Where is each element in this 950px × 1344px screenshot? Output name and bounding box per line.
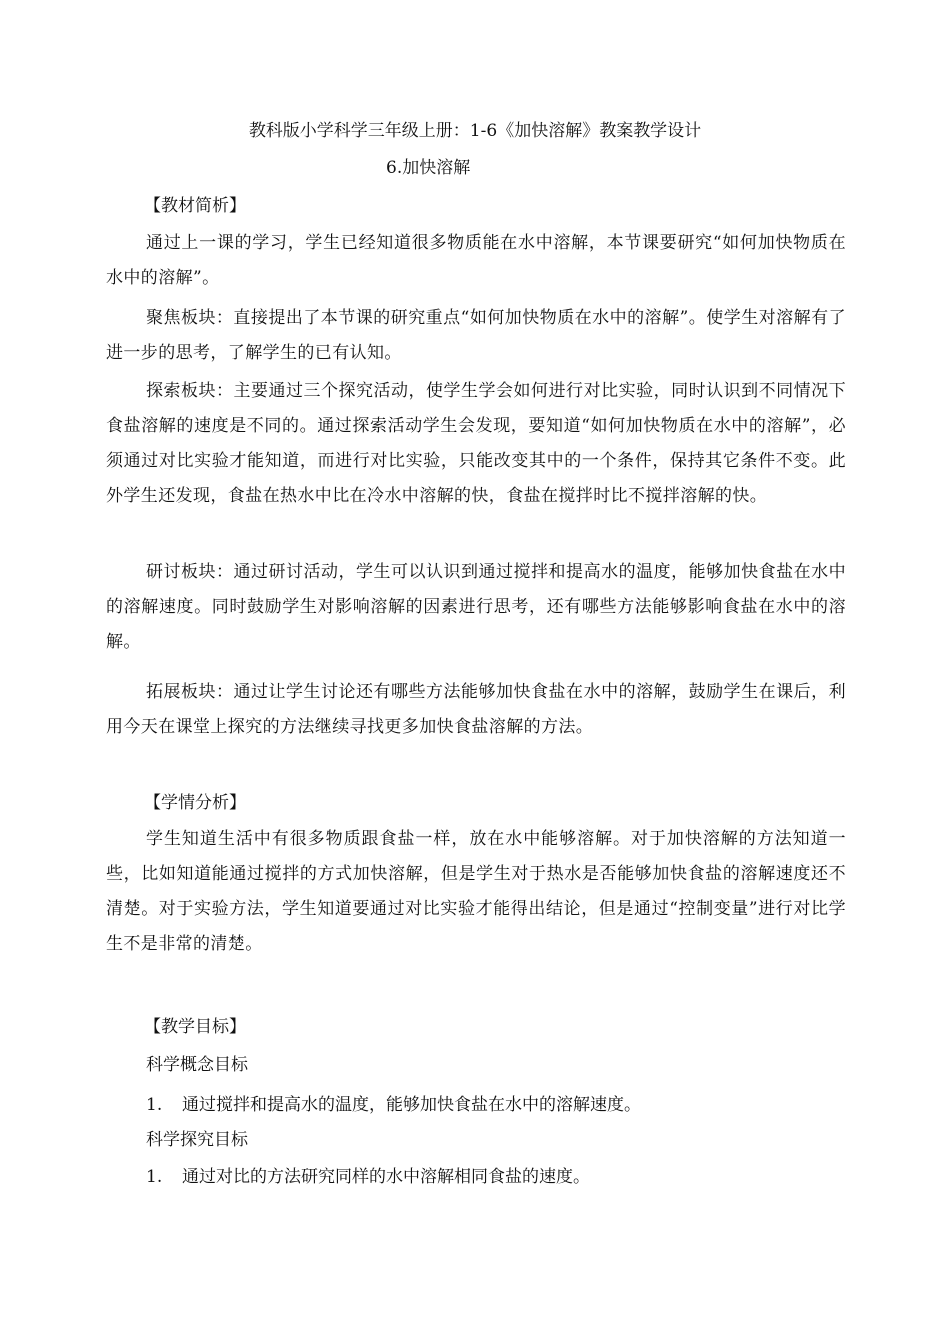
list-number: 1. [146,1167,163,1187]
document-title: 教科版小学科学三年级上册：1-6《加快溶解》教案教学设计 [248,121,702,141]
lesson-title: 6.加快溶解 [386,158,471,178]
concept-goal-item [146,1092,641,1118]
learners-paragraph: 学生知道生活中有很多物质跟食盐一样，放在水中能够溶解。对于加快溶解的方法知道一些，比如知道能通过搅拌的方式加快溶解，但是学生对于热水是否能够加快食盐的溶解速度还不清楚。对于实验方法，学生知道要通过对比实验才能得出结论，但是通过“控制变量”进行对比学生不是非常的清楚。 [106,829,846,954]
learners-heading: 【学情分析】 [144,793,246,813]
materials-paragraph: 研讨板块：通过研讨活动，学生可以认识到通过搅拌和提高水的温度，能够加快食盐在水中的溶解速度。同时鼓励学生对影响溶解的因素进行思考，还有哪些方法能够影响食盐在水中的溶解。 [106,562,846,652]
list-number: 1. [146,1095,163,1115]
materials-heading: 【教材简析】 [144,196,246,216]
list-text: 通过对比的方法研究同样的水中溶解相同食盐的速度。 [182,1167,590,1187]
goals-heading: 【教学目标】 [144,1017,246,1037]
materials-paragraph: 聚焦板块：直接提出了本节课的研究重点“如何加快物质在水中的溶解”。使学生对溶解有了进一步的思考，了解学生的已有认知。 [106,308,846,363]
inquiry-goal-item [146,1164,590,1190]
materials-paragraph: 拓展板块：通过让学生讨论还有哪些方法能够加快食盐在水中的溶解，鼓励学生在课后，利用今天在课堂上探究的方法继续寻找更多加快食盐溶解的方法。 [106,682,846,737]
materials-paragraph: 通过上一课的学习，学生已经知道很多物质能在水中溶解，本节课要研究“如何加快物质在水中的溶解”。 [106,233,846,288]
materials-paragraph: 探索板块：主要通过三个探究活动，使学生学会如何进行对比实验，同时认识到不同情况下食盐溶解的速度是不同的。通过探索活动学生会发现，要知道“如何加快物质在水中的溶解”，必须通过对比实验才能知道，而进行对比实验，只能改变其中的一个条件，保持其它条件不变。此外学生还发现，食盐在热水中比在冷水中溶解的快，食盐在搅拌时比不搅拌溶解的快。 [106,381,846,506]
inquiry-goal-label: 科学探究目标 [146,1130,248,1150]
concept-goal-label: 科学概念目标 [146,1055,248,1075]
list-text: 通过搅拌和提高水的温度，能够加快食盐在水中的溶解速度。 [182,1095,641,1115]
